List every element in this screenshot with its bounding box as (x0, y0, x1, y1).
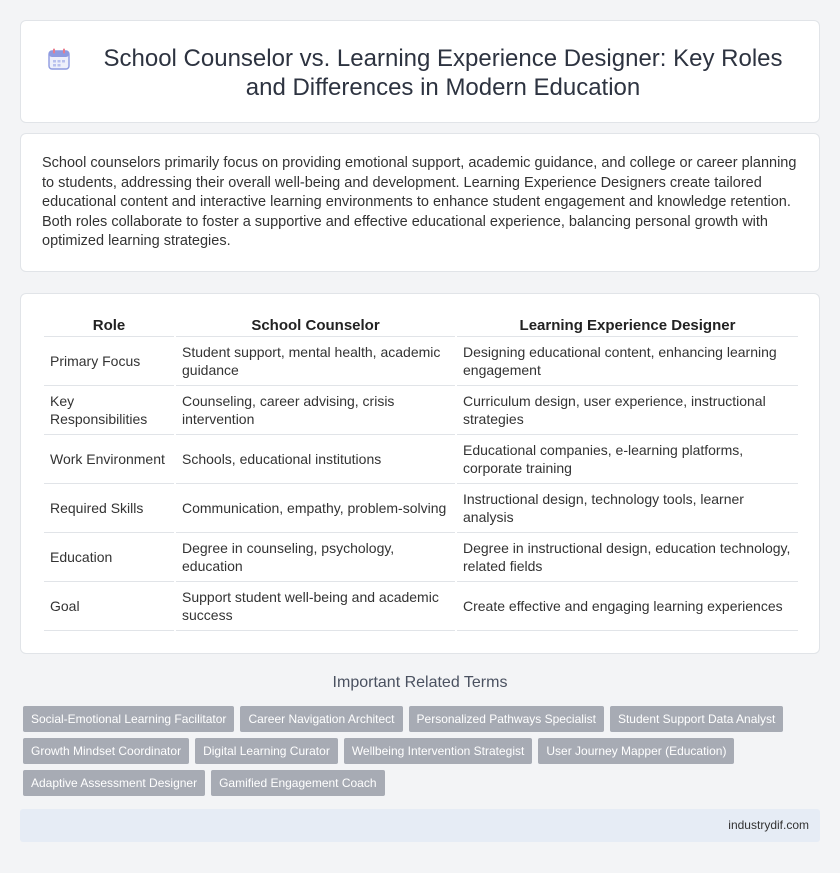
related-term-tag[interactable]: Social-Emotional Learning Facilitator (23, 706, 234, 732)
row-label: Primary Focus (44, 337, 174, 386)
header-role: Role (44, 315, 174, 337)
related-term-tag[interactable]: Gamified Engagement Coach (211, 770, 384, 796)
table-cell: Communication, empathy, problem-solving (176, 484, 455, 533)
related-term-tag[interactable]: Adaptive Assessment Designer (23, 770, 205, 796)
footer-site[interactable]: industrydif.com (728, 818, 809, 832)
footer (20, 809, 820, 842)
table-row (44, 337, 798, 386)
related-term-tag[interactable]: Student Support Data Analyst (610, 706, 783, 732)
related-term-tag[interactable]: Career Navigation Architect (240, 706, 402, 732)
related-terms-list (23, 706, 823, 802)
row-label: Work Environment (44, 435, 174, 484)
table-row (44, 582, 798, 631)
row-label: Key Responsibilities (44, 386, 174, 435)
table-cell: Student support, mental health, academic guidance (176, 337, 455, 386)
header-learning-experience-designer: Learning Experience Designer (457, 315, 798, 337)
table-cell: Designing educational content, enhancing learning engagement (457, 337, 798, 386)
summary-text: School counselors primarily focus on providing emotional support, academic guidance, and college or career planning to students, addressing their overall well-being and development. Learning Experience Designers create tailored educational content and interactive learning environments to enhance student engagement and knowledge retention. Both roles collaborate to foster a supportive and effective educational experience, balancing personal growth with optimized learning strategies. (42, 155, 797, 249)
table-cell: Support student well-being and academic success (176, 582, 455, 631)
row-label: Education (44, 533, 174, 582)
table-cell: Curriculum design, user experience, instructional strategies (457, 386, 798, 435)
table-row (44, 386, 798, 435)
comparison-table (42, 315, 800, 631)
comparison-card (20, 293, 820, 654)
table-cell: Degree in instructional design, education technology, related fields (457, 533, 798, 582)
row-label: Required Skills (44, 484, 174, 533)
related-term-tag[interactable]: Wellbeing Intervention Strategist (344, 738, 533, 764)
header-school-counselor: School Counselor (176, 315, 455, 337)
related-term-tag[interactable]: Growth Mindset Coordinator (23, 738, 189, 764)
table-row (44, 484, 798, 533)
table-row (44, 435, 798, 484)
table-cell: Educational companies, e-learning platforms, corporate training (457, 435, 798, 484)
related-term-tag[interactable]: Personalized Pathways Specialist (409, 706, 604, 732)
table-row (44, 533, 798, 582)
table-cell: Counseling, career advising, crisis intervention (176, 386, 455, 435)
table-cell: Schools, educational institutions (176, 435, 455, 484)
table-cell: Create effective and engaging learning experiences (457, 582, 798, 631)
row-label: Goal (44, 582, 174, 631)
page-title: School Counselor vs. Learning Experience Designer: Key Roles and Differences in Modern Education (103, 45, 783, 101)
table-header-row (44, 315, 798, 337)
related-term-tag[interactable]: User Journey Mapper (Education) (538, 738, 734, 764)
summary-card (20, 133, 820, 272)
calendar-icon (48, 48, 70, 70)
related-terms-heading: Important Related Terms (332, 674, 508, 691)
related-term-tag[interactable]: Digital Learning Curator (195, 738, 338, 764)
title-card (20, 20, 820, 123)
table-cell: Degree in counseling, psychology, education (176, 533, 455, 582)
table-cell: Instructional design, technology tools, learner analysis (457, 484, 798, 533)
